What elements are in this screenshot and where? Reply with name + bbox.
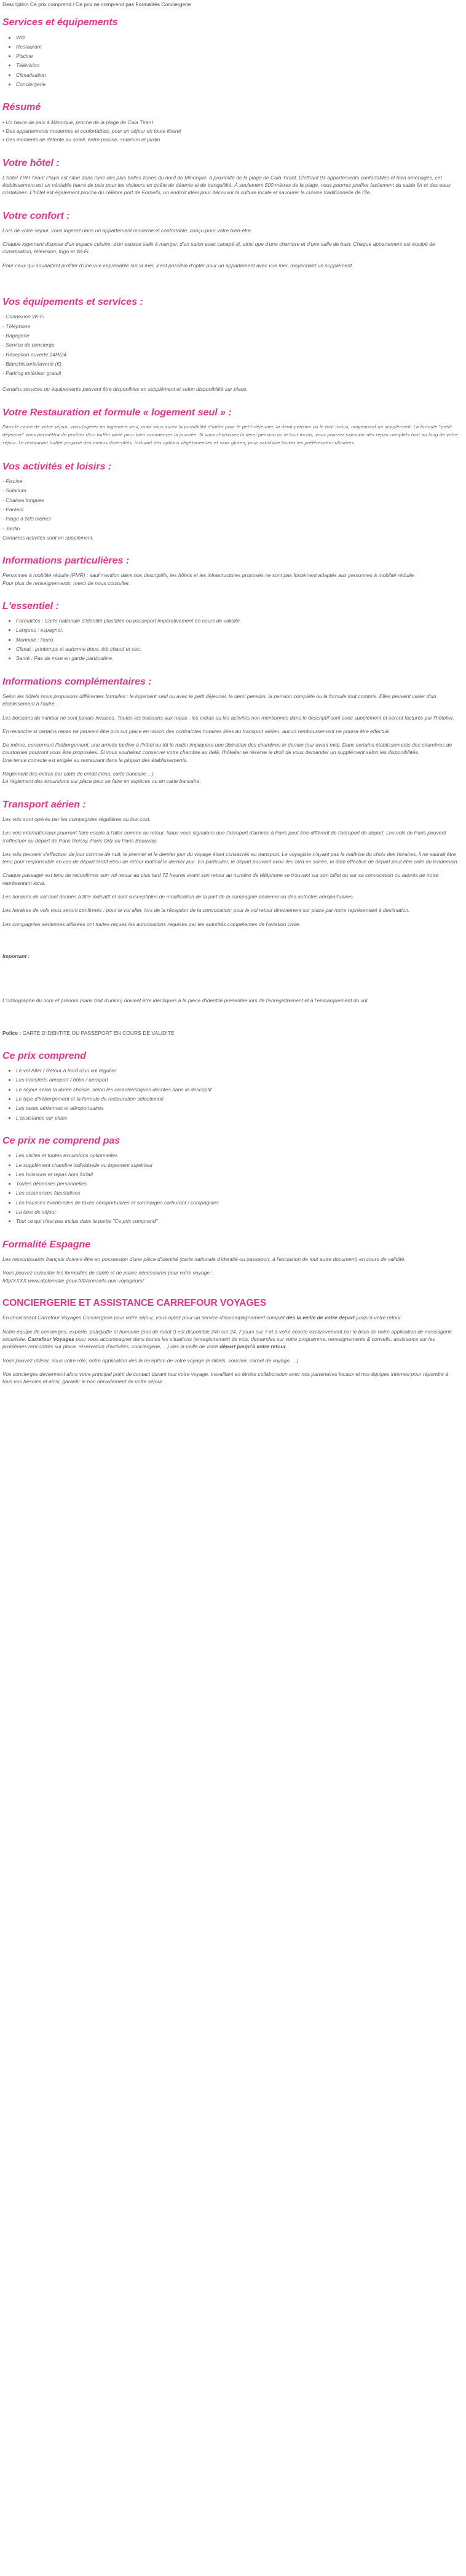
- complementaires-p5b: Le règlement des excursions sur place peut se faire en espèces ou en carte bancaire.: [2, 778, 201, 785]
- activites-note: Certaines activités sont en supplément.: [2, 534, 94, 541]
- list-item: • Piscine: [16, 52, 459, 60]
- list-item: - Jardin: [2, 525, 459, 532]
- list-item: • L'assistance sur place: [16, 1114, 459, 1121]
- complementaires-p1: Selon les hôtels nous proposons différentes formules : le logement seul ou avec le petit déjeuner, la demi pension, la pension complète ou la formule tout compris. Elles peuvent varier d'un établissement à l'autre.: [2, 693, 436, 707]
- conciergerie-p3: Vous pouvez utiliser, sous votre rôle, notre application dès la réception de votre voyage (e-billets, voucher, carnet de voyage, ...): [2, 1357, 299, 1364]
- list-item: • Monnaie : l'euro.: [16, 636, 459, 643]
- complementaires-title: Informations complémentaires :: [2, 676, 152, 687]
- conciergerie-p1-bold: dès la veille de votre départ: [286, 1314, 355, 1321]
- list-item: • Tout ce qui n'est pas inclus dans la partie "Ce prix comprend": [16, 1217, 459, 1225]
- resume-title: Résumé: [2, 102, 41, 113]
- police-text: CARTE D'IDENTITE OU PASSEPORT EN COURS DE VALIDITE: [22, 1029, 175, 1036]
- transport-p7: Les compagnies aériennes utilisées ont toutes reçues les autorisations requises par les autorités compétentes de l'aviation civile.: [2, 921, 301, 927]
- particularites-title: Informations particulières :: [2, 556, 130, 567]
- transport-title: Transport aérien :: [2, 799, 86, 810]
- conciergerie-p2-bold: Carrefour Voyages: [28, 1336, 74, 1343]
- police-line: [2, 1029, 459, 1037]
- conciergerie-p4: Vos concierges deviennent alors votre principal point de contact durant tout votre voyage, travaillant en étroite collaboration avec nos partenaires locaux et nos équipes internes pour répondre à tous vos besoins et ainsi, garantir le bon déroulement de votre séjour.: [2, 1370, 448, 1385]
- transport-p1: Les vols sont opérés par les compagnies régulières ou low cost.: [2, 815, 151, 822]
- conciergerie-p1-text: En choisissant Carrefour Voyages Conciergerie pour votre séjour, vous optez pour un service d'accompagnement complet: [2, 1314, 286, 1321]
- list-item: • Le supplément chambre individuelle ou logement supérieur: [16, 1161, 459, 1169]
- list-item: • Climatisation: [16, 71, 459, 79]
- services-list: [2, 34, 459, 88]
- services-title: Services et équipements: [2, 17, 118, 28]
- formalite-p1: Les ressortissants français doivent être en possession d'une pièce d'identité (carte nationale d'identité ou passeport, à l'exclusion de tout autre document) en cours de validité.: [2, 1255, 406, 1262]
- complementaires-p3: En revanche si certains repas ne peuvent être pris sur place en raison des contraintes horaires liées au transport aérien, aucun remboursement ne pourra être effectué.: [2, 728, 390, 734]
- list-item: - Service de concierge: [2, 341, 459, 348]
- complementaires-p2: Les boissons du minibar ne sont jamais incluses. Toutes les boissons aux repas , les extras ou les activités non mentionnés dans le descriptif sont avec supplément et seront facturés par l'hôtelier.: [2, 714, 454, 721]
- important-text: L'orthographe du nom et prénom (sans trait d'union) doivent être identiques à la pièce d'identité présentée lors de l'enregistrement et à l'embarquement du vol.: [2, 997, 369, 1004]
- hotel-title: Votre hôtel :: [2, 157, 60, 168]
- list-item: • Langues : espagnol.: [16, 626, 459, 634]
- list-item: - Blanchisserie/laverie (€): [2, 360, 459, 367]
- formalite-p2: Vous pouvez consulter les formalités de santé et de police nécessaires pour votre voyage :: [2, 1270, 213, 1276]
- activites-list: [2, 477, 459, 532]
- list-item: - Réception ouverte 24H/24: [2, 351, 459, 358]
- list-item: • Restaurant: [16, 43, 459, 50]
- list-item: • Conciergerie: [16, 80, 459, 88]
- transport-p5: Les horaires de vol sont donnés à titre indicatif et sont susceptibles de modification de la part de la compagnie aérienne ou des autorités aéroportuaires.: [2, 893, 355, 900]
- list-item: - Connexion Wi-Fi: [2, 313, 459, 320]
- formalite-url[interactable]: http/XXXX www.diplomatie.gouv.fr/fr/conseils-aux-voyageurs/: [2, 1277, 144, 1284]
- essentiel-list: [2, 617, 459, 662]
- tab-header: Description Ce prix comprend / Ce prix ne comprend pas Formalités Conciergerie: [2, 1, 191, 7]
- conciergerie-title: CONCIERGERIE ET ASSISTANCE CARREFOUR VOYAGES: [2, 1297, 267, 1308]
- list-item: • Des moments de détente au soleil, entre piscine, solarium et jardin: [2, 136, 459, 143]
- list-item: • Le vol Aller / Retour à bord d'un vol régulier: [16, 1067, 459, 1074]
- list-item: • Climat : printemps et automne doux, été chaud et sec.: [16, 645, 459, 653]
- conciergerie-p1: [2, 1314, 459, 1321]
- list-item: • Les transferts aéroport / hôtel / aéroport: [16, 1076, 459, 1083]
- transport-p6: Les horaires de vols vous seront confirmés : pour le vol aller, lors de la réception de la convocation; pour le vol retour directement sur place par notre représentant à destination.: [2, 907, 410, 914]
- confort-p2: Chaque logement dispose d'un espace cuisine, d'un espace salle à manger, d'un salon avec canapé-lit, ainsi que d'une chambre et d'une salle de bain. Chaque appartement est équipé de climatisation, télévision, frigo et Wi-Fi.: [2, 241, 435, 255]
- ne-comprend-pas-title: Ce prix ne comprend pas: [2, 1136, 120, 1146]
- particularites-line: Personnes à mobilité réduite (PMR) : sauf mention dans nos descriptifs, les hôtels et les infrastructures proposés ne sont pas forcément adaptés aux personnes à mobilité réduite.: [2, 572, 416, 579]
- list-item: • Les hausses éventuelles de taxes aéroportuaires et surcharges carburant / compagnies: [16, 1199, 459, 1206]
- complementaires-p4b: Une tenue correcte est exigée au restaurant dans la plupart des établissements.: [2, 756, 188, 763]
- list-item: - Solarium: [2, 487, 459, 494]
- equipements-list: [2, 313, 459, 377]
- comprend-title: Ce prix comprend: [2, 1050, 87, 1061]
- conciergerie-p2-end: départ jusqu'à votre retour.: [219, 1343, 287, 1350]
- conciergerie-p2: [2, 1328, 459, 1351]
- list-item: • Les assurances facultatives: [16, 1189, 459, 1196]
- conciergerie-p2-mid: pour vous accompagner dans toutes les situations (enregistrement de vols, demandes sur votre programme, renseignements & conseils, assistance sur les problèmes rencontrés sur place, réservation d'activités, conciergerie, ...) dès la veille de votre: [2, 1336, 435, 1350]
- list-item: • Formalités : Carte nationale d'identité plastifiée ou passeport impérativement en cours de validité.: [16, 617, 459, 624]
- list-item: - Bagagerie: [2, 332, 459, 339]
- equipements-note: Certains services ou équipements peuvent être disponibles en supplément et selon disponibilité sur place.: [2, 386, 248, 393]
- confort-p1: Lors de votre séjour, vous logerez dans un appartement moderne et confortable, conçu pour votre bien-être.: [2, 227, 253, 234]
- list-item: • Santé : Pas de mise en garde particulière.: [16, 654, 459, 662]
- list-item: • Les visites et toutes excursions optionnelles: [16, 1152, 459, 1159]
- formalite-p2-block: [2, 1269, 459, 1284]
- conciergerie-p1-end: jusqu'à votre retour.: [355, 1314, 402, 1321]
- complementaires-p5-block: [2, 770, 459, 785]
- police-label: Police :: [2, 1029, 22, 1036]
- essentiel-title: L'essentiel :: [2, 600, 59, 611]
- restauration-text: Dans le cadre de votre séjour, vous logerez en logement seul, mais vous aurez la possibilité d'opter pour le petit-déjeuner, la demi-pension ou le tout inclus, moyennant un supplément. La formule "petit-déjeuner" vous permettra de profiter d'un buffet varié pour bien commencer la journée. Si vous choisissez la demi-pension ou le tout inclus, vous pourrez savourer des repas complets tout au long de votre séjour. Le restaurant buffet propose des menus diversifiés, incluant des options végétariennes et sans gluten, pour satisfaire toutes les préférences culinaires.: [2, 424, 458, 446]
- transport-p2: Les vols internationaux pourront faire escale à l'aller comme au retour. Nous vous signalons que l'aéroport d'arrivée à Paris peut être différent de l'aéroport de départ. Les vols de Paris peuvent s'effectuer au départ de Paris Roissy, Paris Orly ou Paris Beauvais.: [2, 830, 446, 844]
- activites-title: Vos activités et loisirs :: [2, 461, 112, 472]
- confort-p3: Pour ceux qui souhaitent profiter d'une vue imprenable sur la mer, il est possible d'opter pour un appartement avec vue mer, moyennant un supplément.: [2, 262, 353, 269]
- particularites-text: [2, 571, 459, 587]
- list-item: • Les taxes aériennes et aéroportuaires: [16, 1104, 459, 1112]
- list-item: - Chaises longues: [2, 497, 459, 504]
- comprend-list: [2, 1067, 459, 1121]
- list-item: - Piscine: [2, 477, 459, 485]
- formalite-title: Formalité Espagne: [2, 1239, 91, 1250]
- list-item: • Les boissons et repas hors forfait: [16, 1171, 459, 1178]
- list-item: • Un havre de paix à Minorque, proche de la plage de Cala Tirant: [2, 119, 459, 126]
- list-item: • Wifi: [16, 34, 459, 41]
- complementaires-p4: De même, concernant l'hébergement, une arrivée tardive à l'hôtel ou tôt le matin impliquera une libération des chambres le dernier jour avant midi. Dans certains établissements des chambres de courtoisies pourront vous être proposées. Si vous souhaitez conserver votre chambre au delà, l'hôtelier se réserve le droit de vous demander un supplément selon les disponibilités.: [2, 742, 452, 756]
- transport-p4: Chaque passager est tenu de reconfirmer son vol retour au plus tard 72 heures avant son retour au numéro de téléphone se trouvant sur son billet ou sur sa convocation ou auprès de notre représentant local.: [2, 872, 439, 886]
- list-item: - Parking extérieur gratuit: [2, 369, 459, 377]
- list-item: - Téléphone: [2, 323, 459, 330]
- list-item: • Des appartements modernes et confortables, pour un séjour en toute liberté: [2, 127, 459, 135]
- resume-list: [2, 119, 459, 144]
- confort-title: Votre confort :: [2, 210, 70, 221]
- list-item: • Le type d'hébergement et la formule de restauration sélectionné: [16, 1095, 459, 1102]
- list-item: • Toutes dépenses personnelles: [16, 1180, 459, 1187]
- important-label: Important :: [2, 953, 30, 959]
- list-item: - Plage à 500 mètres: [2, 515, 459, 522]
- hotel-text: L'hôtel TRH Tirant Playa est situé dans l'une des plus belles zones du nord de Minorque, à proximité de la plage de Cala Tirant. D'offrant 91 appartements confortables et bien aménagés, cet établissement est un véritable havre de paix pour les visiteurs en quête de détente et de tranquillité. À seulement 500 mètres de la plage, vous pourrez profiter facilement du sable fin et des eaux cristallines. L'hôtel est également proche du célèbre port de Fornells, un endroit idéal pour découvrir la culture locale et savourer la cuisine traditionnelle de l'île.: [2, 174, 451, 196]
- list-item: • La taxe de séjour: [16, 1208, 459, 1215]
- complementaires-p4-block: [2, 741, 459, 764]
- list-item: • Le séjour selon la durée choisie, selon les caractéristiques décrites dans le descriptif: [16, 1086, 459, 1093]
- restauration-title: Votre Restauration et formule « logement seul » :: [2, 407, 232, 418]
- list-item: - Parasol: [2, 506, 459, 513]
- conciergerie-p2-text: Notre équipe de concierges, experte, polyglotte et humaine (pas de robot !) est disponible 24h sur 24, 7 jours sur 7 et à votre écoute exclusivement par le biais de notre application de messagerie sécurisée.: [2, 1328, 452, 1343]
- transport-p3: Les vols peuvent s'effectuer de jour comme de nuit, le premier et le dernier jour du voyage étant consacrés au transport. Le voyagiste n'ayant pas la maîtrise du choix des horaires, il ne saurait être tenu pour responsable en cas de départ tardif et/ou de retour matinal le dernier jour. En particulier, le départ pouvant avoir lieu tard en soirée, la date effective de départ peut être celle du lendemain.: [2, 850, 459, 865]
- list-item: • Télévision: [16, 61, 459, 69]
- particularites-line: Pour plus de renseignements, merci de nous consulter.: [2, 579, 130, 586]
- complementaires-p5: Règlement des extras par carte de crédit (Visa, carte bancaire ...): [2, 771, 154, 777]
- equipements-title: Vos équipements et services :: [2, 297, 143, 308]
- ne-comprend-pas-list: [2, 1152, 459, 1225]
